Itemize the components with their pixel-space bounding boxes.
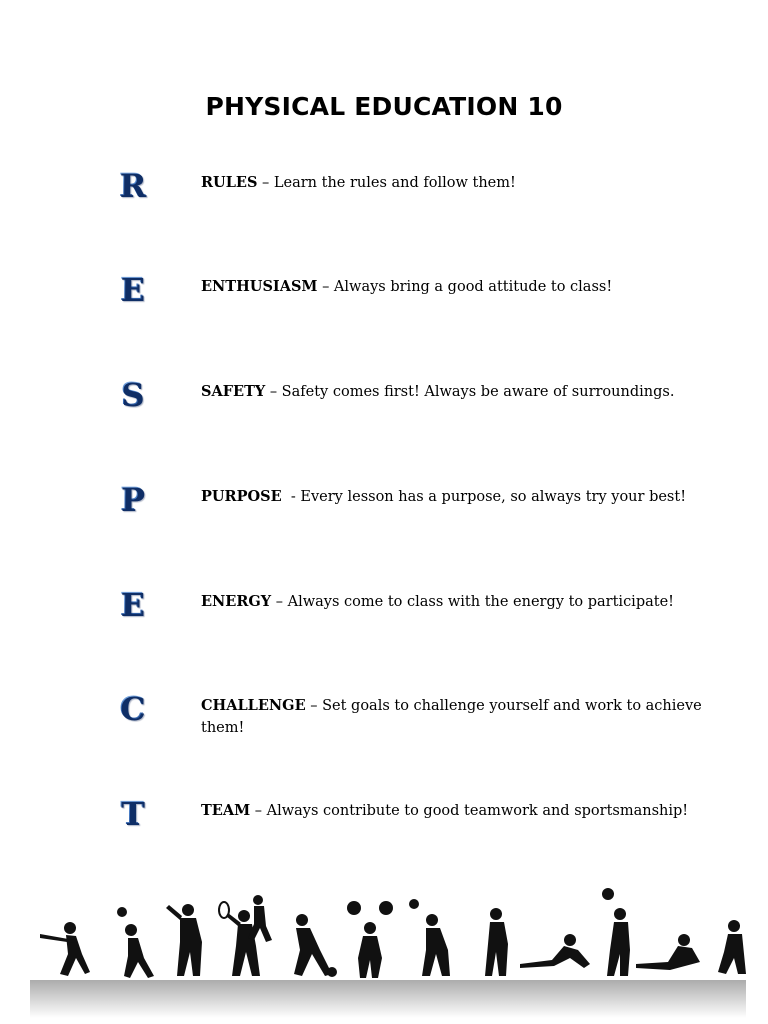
item-term: RULES bbox=[201, 174, 258, 191]
item-term: PURPOSE bbox=[201, 488, 282, 505]
item-text bbox=[201, 276, 711, 298]
item-term: SAFETY bbox=[201, 383, 266, 400]
item-text bbox=[201, 800, 711, 822]
respect-item-challenge bbox=[0, 689, 768, 755]
item-text bbox=[201, 381, 711, 403]
item-description: – Always bring a good attitude to class! bbox=[317, 279, 613, 295]
respect-item-team bbox=[0, 794, 768, 860]
item-term: ENERGY bbox=[201, 593, 272, 610]
page-title: PHYSICAL EDUCATION 10 bbox=[205, 92, 563, 121]
acronym-letter: E bbox=[112, 270, 152, 308]
item-description: – Always contribute to good teamwork and sportsmanship! bbox=[250, 803, 689, 819]
item-description: - Every lesson has a purpose, so always try your best! bbox=[281, 489, 687, 505]
item-text bbox=[201, 172, 711, 194]
item-term: ENTHUSIASM bbox=[201, 278, 318, 295]
item-description: – Set goals to challenge yourself and work to achieve them! bbox=[201, 698, 702, 736]
respect-item-safety bbox=[0, 375, 768, 441]
item-term: TEAM bbox=[201, 802, 251, 819]
respect-item-purpose bbox=[0, 480, 768, 546]
item-text bbox=[201, 591, 711, 613]
respect-item-enthusiasm bbox=[0, 270, 768, 336]
item-text bbox=[201, 486, 711, 508]
sports-silhouettes-icon bbox=[30, 880, 746, 1020]
athlete-reflections bbox=[30, 980, 746, 1018]
respect-item-energy bbox=[0, 585, 768, 651]
acronym-letter: S bbox=[112, 375, 152, 413]
acronym-letter: C bbox=[112, 689, 152, 727]
acronym-letter: T bbox=[112, 794, 152, 832]
athlete-figures bbox=[40, 888, 746, 978]
item-description: – Always come to class with the energy to participate! bbox=[271, 594, 674, 610]
acronym-letter: R bbox=[112, 166, 152, 204]
respect-item-rules bbox=[0, 166, 768, 232]
item-description: – Safety comes first! Always be aware of surroundings. bbox=[265, 384, 675, 400]
acronym-letter: P bbox=[112, 480, 152, 518]
item-description: – Learn the rules and follow them! bbox=[257, 175, 516, 191]
acronym-letter: E bbox=[112, 585, 152, 623]
item-term: CHALLENGE bbox=[201, 697, 306, 714]
item-text bbox=[201, 695, 711, 739]
